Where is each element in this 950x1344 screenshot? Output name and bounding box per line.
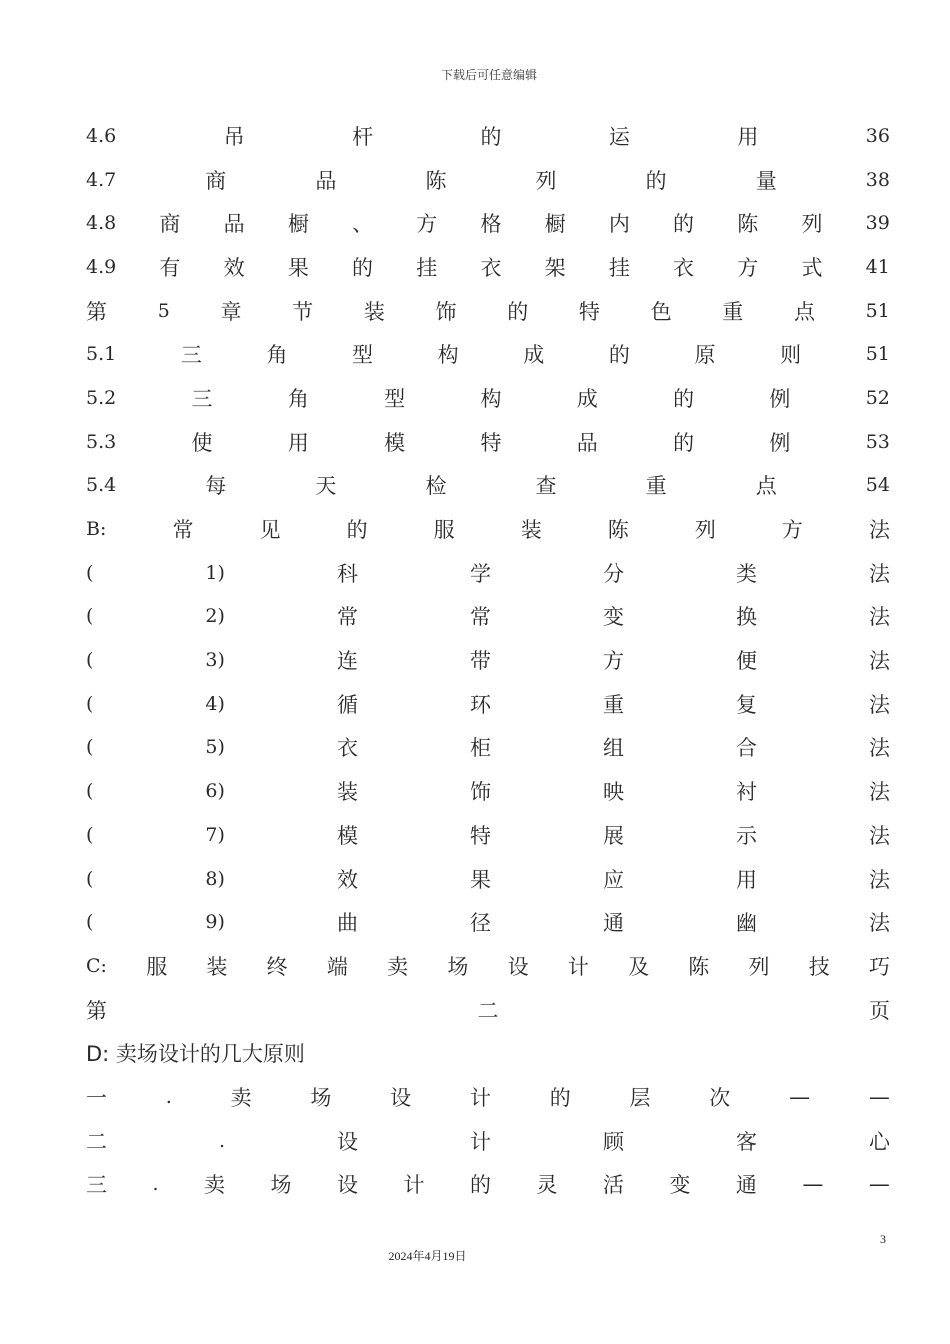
toc-line bbox=[86, 900, 890, 944]
toc-line bbox=[86, 1163, 890, 1207]
toc-token: 5.3 bbox=[86, 430, 117, 453]
toc-token: 常 bbox=[336, 605, 358, 630]
toc-token: D: 卖场设计的几大原则 bbox=[86, 1042, 305, 1067]
toc-token: 杆 bbox=[352, 124, 374, 149]
toc-token: 果 bbox=[469, 867, 491, 892]
toc-token: 5 bbox=[157, 299, 170, 322]
toc-token: 三 bbox=[86, 1173, 107, 1198]
toc-token: 角 bbox=[287, 386, 309, 411]
toc-token: 法 bbox=[868, 780, 890, 805]
toc-token: 饰 bbox=[435, 299, 457, 324]
toc-token: 重 bbox=[602, 692, 624, 717]
toc-token: 天 bbox=[315, 474, 337, 499]
toc-token: 挂 bbox=[608, 255, 630, 280]
toc-token: 设 bbox=[507, 954, 529, 979]
toc-token: 服 bbox=[146, 954, 168, 979]
toc-token: 的 bbox=[507, 299, 529, 324]
toc-token: 39 bbox=[865, 212, 890, 235]
toc-token: 换 bbox=[735, 605, 757, 630]
toc-token: 橱 bbox=[544, 212, 566, 237]
toc-line bbox=[86, 289, 890, 333]
toc-token: 方 bbox=[602, 649, 624, 674]
toc-token: 5.4 bbox=[86, 474, 117, 497]
toc-token: 径 bbox=[469, 911, 491, 936]
toc-token: 检 bbox=[425, 474, 447, 499]
toc-token: 法 bbox=[868, 867, 890, 892]
toc-token: 品 bbox=[576, 430, 598, 455]
toc-token: 章 bbox=[220, 299, 242, 324]
toc-token: 成 bbox=[576, 386, 598, 411]
toc-line bbox=[86, 420, 890, 464]
toc-token: . bbox=[218, 1129, 226, 1152]
toc-token: 点 bbox=[793, 299, 815, 324]
toc-token: ( bbox=[86, 911, 94, 934]
toc-token: 查 bbox=[535, 474, 557, 499]
toc-token: 衬 bbox=[735, 780, 757, 805]
toc-token: 法 bbox=[868, 823, 890, 848]
toc-token: 见 bbox=[259, 518, 281, 543]
toc-token: 列 bbox=[801, 212, 823, 237]
toc-token: 装 bbox=[520, 518, 542, 543]
toc-line bbox=[86, 988, 890, 1032]
toc-token: 法 bbox=[868, 736, 890, 761]
toc-token: 服 bbox=[433, 518, 455, 543]
toc-line bbox=[86, 1119, 890, 1163]
toc-token: 卖 bbox=[387, 954, 409, 979]
toc-line bbox=[86, 376, 890, 420]
toc-token: 则 bbox=[780, 343, 802, 368]
toc-token: 衣 bbox=[336, 736, 358, 761]
toc-token: 的 bbox=[480, 124, 502, 149]
toc-token: 示 bbox=[735, 823, 757, 848]
page-header: 下载后可任意编辑 bbox=[440, 68, 537, 82]
toc-token: 心 bbox=[868, 1129, 890, 1154]
toc-token: 第 bbox=[86, 998, 107, 1023]
toc-token: 展 bbox=[602, 823, 624, 848]
toc-token: 4.9 bbox=[86, 255, 117, 278]
toc-lines bbox=[86, 114, 890, 1206]
toc-token: 式 bbox=[801, 255, 823, 280]
toc-token: 卖 bbox=[204, 1173, 226, 1198]
toc-token: 分 bbox=[602, 561, 624, 586]
toc-token: 5.1 bbox=[86, 343, 117, 366]
toc-token: 例 bbox=[769, 430, 791, 455]
toc-token: 计 bbox=[470, 1129, 491, 1154]
toc-token: 场 bbox=[447, 954, 469, 979]
toc-token: B: bbox=[86, 518, 107, 541]
toc-token: 科 bbox=[336, 561, 358, 586]
toc-line bbox=[86, 464, 890, 508]
toc-token: 4.8 bbox=[86, 212, 117, 235]
toc-token: 的 bbox=[673, 430, 695, 455]
toc-token: 36 bbox=[865, 124, 890, 147]
toc-token: 及 bbox=[628, 954, 650, 979]
toc-token: ( bbox=[86, 867, 94, 890]
toc-token: 内 bbox=[608, 212, 630, 237]
toc-token: 类 bbox=[735, 561, 757, 586]
toc-line bbox=[86, 638, 890, 682]
toc-token: 4.6 bbox=[86, 124, 117, 147]
toc-token: 陈 bbox=[737, 212, 759, 237]
toc-token: 灵 bbox=[536, 1173, 558, 1198]
toc-token: 列 bbox=[535, 168, 557, 193]
toc-token: 的 bbox=[346, 518, 368, 543]
toc-token: 4) bbox=[205, 692, 225, 715]
toc-token: 复 bbox=[735, 692, 757, 717]
toc-token: 38 bbox=[865, 168, 890, 191]
page-footer-date: 2024年4月19日 bbox=[388, 1249, 467, 1263]
toc-token: 效 bbox=[223, 255, 245, 280]
toc-token: 场 bbox=[310, 1085, 332, 1110]
toc-line bbox=[86, 595, 890, 639]
toc-token: 4.7 bbox=[86, 168, 117, 191]
toc-token: 应 bbox=[602, 867, 624, 892]
toc-token: 7) bbox=[205, 823, 225, 846]
toc-token: 构 bbox=[437, 343, 459, 368]
toc-token: 第 bbox=[86, 299, 107, 324]
toc-token: 的 bbox=[673, 386, 695, 411]
toc-token: 方 bbox=[781, 518, 803, 543]
toc-token: 列 bbox=[694, 518, 716, 543]
toc-token: 设 bbox=[336, 1173, 358, 1198]
toc-token: 陈 bbox=[688, 954, 710, 979]
toc-token: 活 bbox=[602, 1173, 624, 1198]
toc-token: 三 bbox=[180, 343, 202, 368]
toc-token: 型 bbox=[352, 343, 374, 368]
toc-token: 二 bbox=[86, 1129, 107, 1154]
toc-token: — bbox=[868, 1084, 890, 1109]
toc-token: 法 bbox=[868, 605, 890, 630]
toc-token: 54 bbox=[865, 474, 890, 497]
toc-token: 2) bbox=[205, 605, 225, 628]
toc-token: 特 bbox=[480, 430, 502, 455]
toc-token: 模 bbox=[336, 823, 358, 848]
toc-token: 用 bbox=[287, 430, 309, 455]
toc-token: 一 bbox=[86, 1085, 107, 1110]
toc-token: 法 bbox=[868, 692, 890, 717]
toc-token: 设 bbox=[390, 1085, 412, 1110]
toc-token: 饰 bbox=[469, 780, 491, 805]
toc-line bbox=[86, 507, 890, 551]
toc-token: 品 bbox=[223, 212, 245, 237]
toc-token: 便 bbox=[735, 649, 757, 674]
toc-token: 果 bbox=[287, 255, 309, 280]
toc-token: 节 bbox=[292, 299, 314, 324]
toc-token: 的 bbox=[352, 255, 374, 280]
toc-token: 装 bbox=[336, 780, 358, 805]
toc-token: 连 bbox=[336, 649, 358, 674]
toc-token: — bbox=[868, 1172, 890, 1197]
toc-token: 的 bbox=[645, 168, 667, 193]
toc-token: 的 bbox=[673, 212, 695, 237]
toc-token: 常 bbox=[469, 605, 491, 630]
toc-token: 51 bbox=[865, 299, 890, 322]
toc-token: 每 bbox=[205, 474, 227, 499]
toc-token: 法 bbox=[868, 911, 890, 936]
toc-token: ( bbox=[86, 736, 94, 759]
toc-token: 法 bbox=[868, 649, 890, 674]
toc-line bbox=[86, 114, 890, 158]
toc-token: 客 bbox=[735, 1129, 757, 1154]
toc-token: 53 bbox=[865, 430, 890, 453]
toc-token: 装 bbox=[206, 954, 228, 979]
toc-token: 5) bbox=[205, 736, 225, 759]
toc-token: 循 bbox=[336, 692, 358, 717]
toc-token: 学 bbox=[469, 561, 491, 586]
toc-token: 使 bbox=[191, 430, 213, 455]
toc-token: 3) bbox=[205, 649, 225, 672]
toc-token: ( bbox=[86, 561, 94, 584]
toc-token: 顾 bbox=[602, 1129, 624, 1154]
toc-token: 架 bbox=[544, 255, 566, 280]
toc-line bbox=[86, 726, 890, 770]
toc-token: 商 bbox=[159, 212, 181, 237]
toc-token: 格 bbox=[480, 212, 502, 237]
toc-token: . bbox=[165, 1085, 172, 1108]
toc-token: 次 bbox=[709, 1085, 731, 1110]
toc-line bbox=[86, 158, 890, 202]
toc-token: 的 bbox=[549, 1085, 571, 1110]
toc-line bbox=[86, 1075, 890, 1119]
toc-token: 法 bbox=[868, 561, 890, 586]
toc-token: 吊 bbox=[223, 124, 245, 149]
toc-token: 三 bbox=[191, 386, 213, 411]
toc-token: 的 bbox=[608, 343, 630, 368]
toc-token: 1) bbox=[205, 561, 225, 584]
toc-token: 页 bbox=[869, 998, 890, 1023]
toc-line bbox=[86, 682, 890, 726]
toc-token: 合 bbox=[735, 736, 757, 761]
toc-token: — bbox=[802, 1172, 824, 1197]
toc-token: 构 bbox=[480, 386, 502, 411]
toc-token: 环 bbox=[469, 692, 491, 717]
toc-token: 二 bbox=[477, 998, 499, 1023]
toc-token: 常 bbox=[172, 518, 194, 543]
toc-token: 计 bbox=[469, 1085, 491, 1110]
toc-token: 计 bbox=[403, 1173, 425, 1198]
toc-token: 设 bbox=[337, 1129, 359, 1154]
toc-token: 计 bbox=[567, 954, 589, 979]
toc-line bbox=[86, 769, 890, 813]
toc-token: 6) bbox=[205, 780, 225, 803]
toc-token: — bbox=[789, 1084, 811, 1109]
toc-line bbox=[86, 201, 890, 245]
toc-token: 点 bbox=[755, 474, 777, 499]
toc-token: C: bbox=[86, 954, 107, 977]
toc-token: 用 bbox=[737, 124, 759, 149]
toc-token: 终 bbox=[266, 954, 288, 979]
toc-token: 技 bbox=[808, 954, 830, 979]
toc-token: 装 bbox=[363, 299, 385, 324]
toc-token: 重 bbox=[645, 474, 667, 499]
toc-token: 卖 bbox=[230, 1085, 252, 1110]
toc-line bbox=[86, 857, 890, 901]
toc-token: 变 bbox=[669, 1173, 691, 1198]
toc-token: 衣 bbox=[673, 255, 695, 280]
toc-token: 5.2 bbox=[86, 386, 117, 409]
toc-token: 曲 bbox=[336, 911, 358, 936]
toc-line bbox=[86, 332, 890, 376]
toc-token: 例 bbox=[769, 386, 791, 411]
toc-token: 品 bbox=[315, 168, 337, 193]
toc-token: . bbox=[152, 1173, 159, 1196]
toc-line bbox=[86, 551, 890, 595]
toc-token: 陈 bbox=[607, 518, 629, 543]
toc-token: 特 bbox=[578, 299, 600, 324]
toc-token: 层 bbox=[629, 1085, 651, 1110]
toc-token: 通 bbox=[735, 1173, 757, 1198]
toc-token: 的 bbox=[469, 1173, 491, 1198]
toc-token: 通 bbox=[602, 911, 624, 936]
toc-token: 8) bbox=[205, 867, 225, 890]
toc-token: 组 bbox=[602, 736, 624, 761]
toc-token: 型 bbox=[384, 386, 406, 411]
toc-token: 角 bbox=[266, 343, 288, 368]
toc-token: 模 bbox=[384, 430, 406, 455]
toc-token: 41 bbox=[865, 255, 890, 278]
toc-token: 映 bbox=[602, 780, 624, 805]
toc-token: 色 bbox=[650, 299, 672, 324]
toc-line bbox=[86, 813, 890, 857]
toc-token: 场 bbox=[270, 1173, 292, 1198]
toc-token: 原 bbox=[694, 343, 716, 368]
toc-token: 陈 bbox=[425, 168, 447, 193]
toc-token: ( bbox=[86, 780, 94, 803]
toc-token: 幽 bbox=[735, 911, 757, 936]
toc-token: 列 bbox=[748, 954, 770, 979]
toc-line bbox=[86, 245, 890, 289]
toc-token: 方 bbox=[416, 212, 438, 237]
toc-token: 效 bbox=[336, 867, 358, 892]
toc-token: 巧 bbox=[869, 954, 890, 979]
toc-token: 重 bbox=[722, 299, 744, 324]
toc-token: 52 bbox=[865, 386, 890, 409]
toc-line bbox=[86, 944, 890, 988]
toc-token: 量 bbox=[755, 168, 777, 193]
toc-token: 变 bbox=[602, 605, 624, 630]
toc-token: 商 bbox=[205, 168, 227, 193]
toc-token: 柜 bbox=[469, 736, 491, 761]
toc-token: ( bbox=[86, 649, 94, 672]
toc-token: 特 bbox=[469, 823, 491, 848]
toc-token: 衣 bbox=[480, 255, 502, 280]
toc-token: 端 bbox=[326, 954, 348, 979]
toc-token: 运 bbox=[608, 124, 630, 149]
toc-token: 有 bbox=[159, 255, 181, 280]
toc-token: 用 bbox=[735, 867, 757, 892]
toc-line bbox=[86, 1031, 890, 1075]
toc-token: ( bbox=[86, 823, 94, 846]
toc-token: ( bbox=[86, 692, 94, 715]
toc-token: 挂 bbox=[416, 255, 438, 280]
toc-token: 9) bbox=[205, 911, 225, 934]
toc-token: 方 bbox=[737, 255, 759, 280]
toc-token: 、 bbox=[352, 212, 374, 237]
toc-token: 法 bbox=[868, 518, 890, 543]
page-number: 3 bbox=[880, 1232, 886, 1246]
toc-token: ( bbox=[86, 605, 94, 628]
toc-token: 51 bbox=[865, 343, 890, 366]
toc-token: 橱 bbox=[287, 212, 309, 237]
toc-token: 成 bbox=[523, 343, 545, 368]
toc-token: 带 bbox=[469, 649, 491, 674]
